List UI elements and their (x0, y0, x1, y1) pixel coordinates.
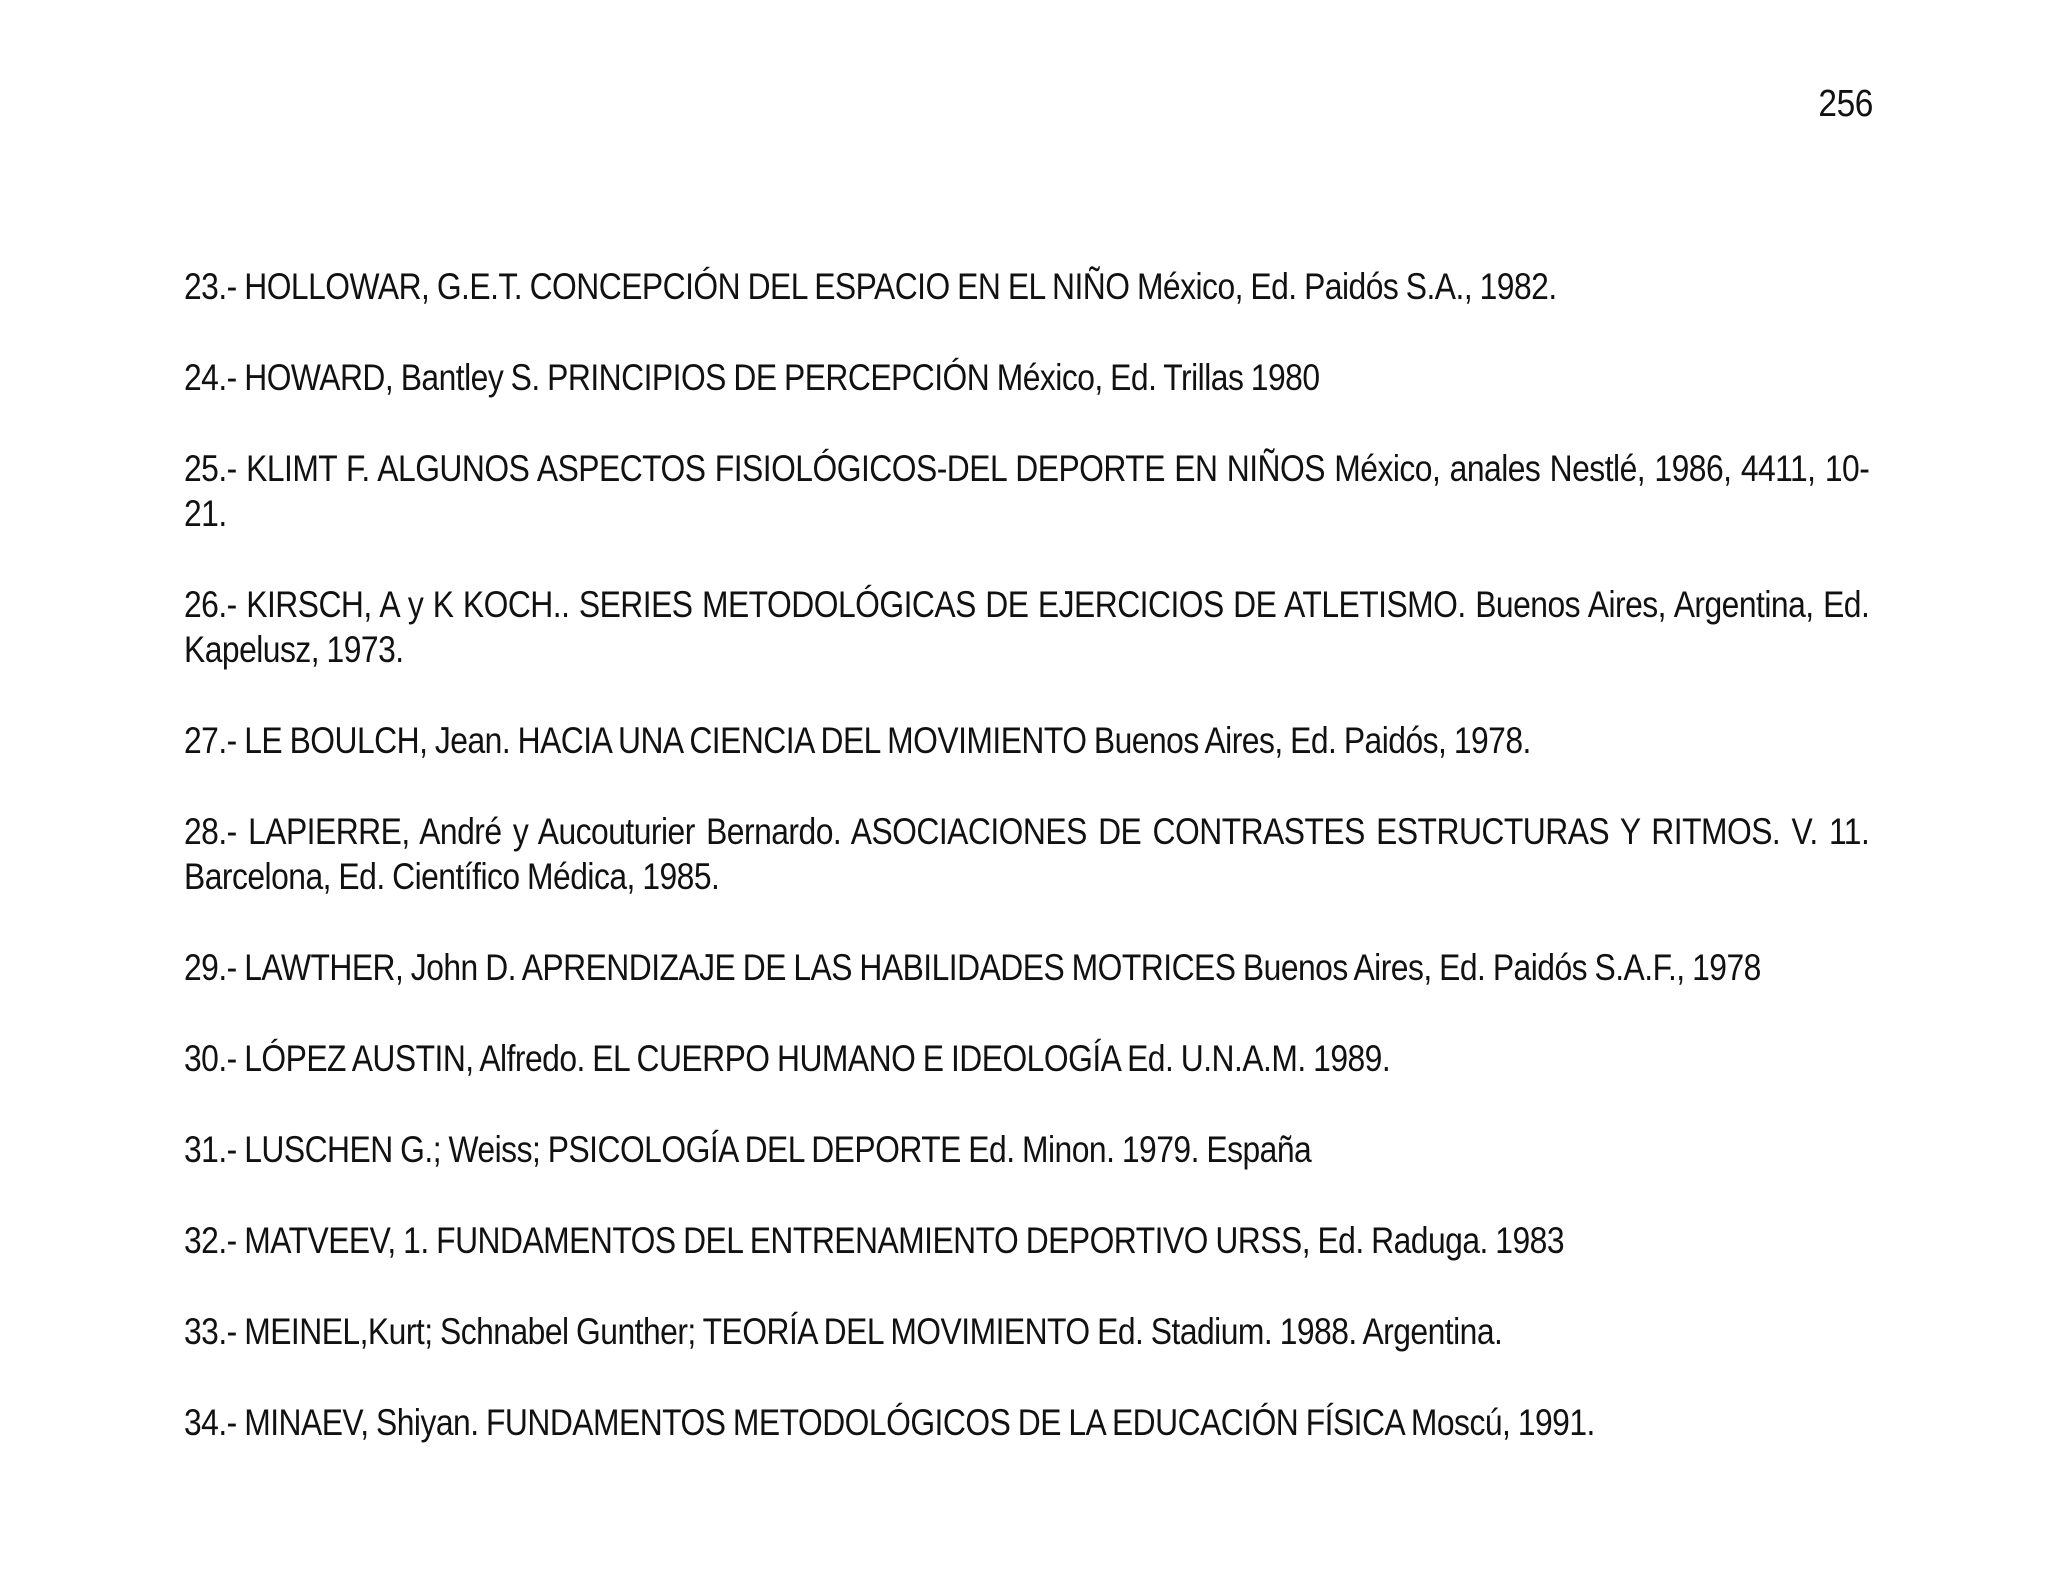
reference-item (184, 446, 1869, 536)
reference-text: 24.- HOWARD, Bantley S. PRINCIPIOS DE PERCEPCIÓN México, Ed. Trillas 1980 (184, 357, 1320, 398)
reference-text: 28.- LAPIERRE, André y Aucouturier Bernardo. ASOCIACIONES DE CONTRASTES ESTRUCTURAS Y RITMOS. V. 11. Barcelona, Ed. Científico Médica, 1985. (184, 811, 1870, 897)
reference-text: 27.- LE BOULCH, Jean. HACIA UNA CIENCIA DEL MOVIMIENTO Buenos Aires, Ed. Paidós, 1978. (184, 720, 1531, 761)
reference-item (184, 945, 1869, 990)
reference-text: 32.- MATVEEV, 1. FUNDAMENTOS DEL ENTRENAMIENTO DEPORTIVO URSS, Ed. Raduga. 1983 (184, 1220, 1565, 1261)
reference-text: 25.- KLIMT F. ALGUNOS ASPECTOS FISIOLÓGICOS-DEL DEPORTE EN NIÑOS México, anales Nestlé, 1986, 4411, 10-21. (184, 448, 1870, 534)
reference-text: 23.- HOLLOWAR, G.E.T. CONCEPCIÓN DEL ESPACIO EN EL NIÑO México, Ed. Paidós S.A., 1982. (184, 266, 1557, 307)
reference-item (184, 1127, 1869, 1172)
reference-item (184, 582, 1869, 672)
reference-text: 26.- KIRSCH, A y K KOCH.. SERIES METODOLÓGICAS DE EJERCICIOS DE ATLETISMO. Buenos Aires, Argentina, Ed. Kapelusz, 1973. (184, 584, 1870, 670)
reference-text: 33.- MEINEL,Kurt; Schnabel Gunther; TEORÍA DEL MOVIMIENTO Ed. Stadium. 1988. Argentina. (184, 1311, 1503, 1352)
reference-item (184, 264, 1869, 309)
reference-text: 30.- LÓPEZ AUSTIN, Alfredo. EL CUERPO HUMANO E IDEOLOGÍA Ed. U.N.A.M. 1989. (184, 1038, 1391, 1079)
reference-item (184, 1218, 1869, 1263)
reference-item (184, 809, 1869, 899)
reference-list (184, 264, 1869, 1491)
reference-item (184, 1309, 1869, 1354)
reference-text: 34.- MINAEV, Shiyan. FUNDAMENTOS METODOLÓGICOS DE LA EDUCACIÓN FÍSICA Moscú, 1991. (184, 1402, 1595, 1443)
reference-item (184, 1400, 1869, 1445)
page-number: 256 (1818, 83, 1873, 125)
reference-text: 31.- LUSCHEN G.; Weiss; PSICOLOGÍA DEL DEPORTE Ed. Minon. 1979. España (184, 1129, 1312, 1170)
reference-item (184, 355, 1869, 400)
reference-item (184, 1036, 1869, 1081)
reference-item (184, 718, 1869, 763)
reference-text: 29.- LAWTHER, John D. APRENDIZAJE DE LAS HABILIDADES MOTRICES Buenos Aires, Ed. Paidós S.A.F., 1978 (184, 947, 1761, 988)
